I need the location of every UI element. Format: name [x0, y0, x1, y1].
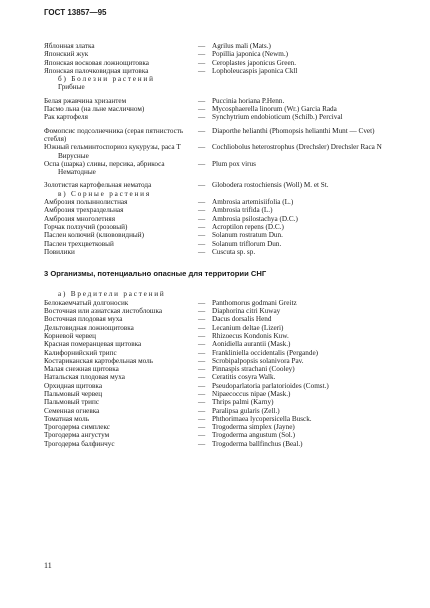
russian-name: Японский жук [44, 50, 89, 59]
russian-name: Томатная моль [44, 414, 90, 423]
latin-name: — Plum pox virus [212, 160, 410, 168]
latin-name: — Agrilus mali (Mats.) [212, 42, 410, 50]
latin-name: — Diaphorina citri Kuway [212, 307, 410, 315]
latin-name: — Globodera rostochiensis (Woll) M. et St. [212, 181, 410, 189]
latin-name: — Puccinia horiana P.Henn. [212, 97, 410, 105]
russian-name: Семенная огневка [44, 406, 100, 415]
list-item [44, 390, 404, 398]
latin-name: — Panthomorus godmani Greitz [212, 299, 410, 307]
list-item [44, 357, 404, 365]
russian-name: Дельтовидная ложнощитовка [44, 323, 134, 332]
russian-name: Костариканская картофельная моль [44, 356, 154, 365]
russian-name: Фомопсис подсолнечника (серая пятнистость стебля) [44, 126, 184, 143]
list-item [44, 340, 404, 348]
latin-name: — Pinnaspis strachani (Cooley) [212, 365, 410, 373]
russian-name: Белокаемчатый долгоносик [44, 298, 129, 307]
latin-name: — Rhizoecus Kondonis Kuw. [212, 332, 410, 340]
russian-name: Южный гельминтоспориоз кукурузы, раса Т [44, 143, 181, 152]
latin-name: — Trogoderma ballfinchus (Beal.) [212, 440, 410, 448]
russian-name: Японская восковая ложнощитовка [44, 58, 149, 67]
russian-name: Амброзия многолетняя [44, 214, 116, 223]
subcategory-heading: Грибные [58, 83, 85, 92]
russian-name: Малая снежная щитовка [44, 365, 119, 374]
russian-name: Натальская плодовая муха [44, 373, 125, 382]
russian-name: Трогодерма симплекс [44, 423, 110, 432]
latin-name: — Phthorimaea lycopersicella Busck. [212, 415, 410, 423]
latin-name: — Ambrosia artemisiifolia (L.) [212, 198, 410, 206]
list-item [44, 349, 404, 357]
latin-name: — Lecanium deltae (Lizeri) [212, 324, 410, 332]
list-item [44, 240, 404, 248]
russian-name: Корневой червец [44, 331, 97, 340]
latin-name: — Diaporthe helianthi (Phomopsis helianthi Munt — Cvet) [212, 127, 410, 135]
section-title: 3 Организмы, потенциально опасные для территории СНГ [44, 269, 267, 279]
subcategory-heading: Вирусные [58, 151, 89, 160]
latin-name: — Ambrosia trifida (L.) [212, 206, 410, 214]
subcategory-heading: Нематодные [58, 168, 96, 177]
latin-name: — Pseudoparlatoria parlatorioides (Comst.) [212, 382, 410, 390]
list-item [44, 440, 404, 448]
list-item [44, 398, 404, 406]
russian-name: Рак картофеля [44, 113, 88, 122]
latin-name: — Frankliniella occidentalis (Pergande) [212, 349, 410, 357]
russian-name: Японская палочковидная щитовка [44, 66, 149, 75]
list-item [44, 299, 404, 307]
latin-name: — Ambrosia psilostachya (D.C.) [212, 215, 410, 223]
list-item [44, 223, 404, 231]
latin-name: — Ceratitis cosyra Walk. [212, 373, 410, 381]
list-item [44, 181, 404, 189]
list-item [44, 231, 404, 239]
list-item [44, 206, 404, 214]
russian-name: Повилики [44, 247, 75, 256]
latin-name: — Paralipsa gularis (Zell.) [212, 407, 410, 415]
latin-name: — Aonidiella aurantii (Mask.) [212, 340, 410, 348]
list-item [44, 423, 404, 431]
latin-name: — Mycosphaerella linorum (Wr.) Garcia Rada [212, 105, 410, 113]
russian-name: Орхидная щитовка [44, 381, 103, 390]
latin-name: — Acroptilon repens (D.C.) [212, 223, 410, 231]
latin-name: — Synchytrium endobioticum (Schilb.) Percival [212, 113, 410, 121]
latin-name: — Scrobipalpopsis solanivora Pav. [212, 357, 410, 365]
category-heading: б) Болезни растений [58, 75, 155, 84]
list-item [44, 160, 404, 168]
list-item [44, 324, 404, 332]
russian-name: Восточная плодовая муха [44, 315, 123, 324]
latin-name: — Nipaecoccus nipae (Mask.) [212, 390, 410, 398]
list-item [44, 113, 404, 121]
russian-name: Паслен трехцветковый [44, 239, 114, 248]
latin-name: — Ceroplastes japonicus Green. [212, 59, 410, 67]
list-item [44, 415, 404, 423]
latin-name: — Popillia japonica (Newm.) [212, 50, 410, 58]
russian-name: Красная померанцевая щитовка [44, 340, 142, 349]
list-item [44, 431, 404, 439]
list-item [44, 332, 404, 340]
russian-name: Белая ржавчина хризантем [44, 96, 127, 105]
latin-name: — Solanum rostratum Dun. [212, 231, 410, 239]
latin-name: — Trogoderma angustum (Sol.) [212, 431, 410, 439]
list-item [44, 248, 404, 256]
list-item [44, 198, 404, 206]
russian-name: Пальмовый червец [44, 389, 103, 398]
latin-name: — Cuscuta sp. sp. [212, 248, 410, 256]
list-item [44, 59, 404, 67]
list-item [44, 67, 404, 75]
list-item [44, 215, 404, 223]
russian-name: Оспа (шарка) сливы, персика, абрикоса [44, 159, 165, 168]
list-item [44, 105, 404, 113]
list-item [44, 127, 404, 144]
russian-name: Золотистая картофельная нематода [44, 181, 152, 190]
list-item [44, 373, 404, 381]
latin-name: — Thrips palmi (Karny) [212, 398, 410, 406]
russian-name: Амброзия полыннолистная [44, 198, 128, 207]
latin-name: — Solanum triflorum Dun. [212, 240, 410, 248]
latin-name: — Lopholeucaspis japonica Ckll [212, 67, 410, 75]
latin-name: — Trogoderma simplex (Jayne) [212, 423, 410, 431]
list-item [44, 97, 404, 105]
russian-name: Калифорнийский трипс [44, 348, 117, 357]
list-item [44, 407, 404, 415]
list-item [44, 42, 404, 50]
category-heading: а) Вредители растений [58, 290, 166, 299]
list-item [44, 365, 404, 373]
russian-name: Трогодерма балфинчус [44, 439, 115, 448]
russian-name: Трогодерма ангустум [44, 431, 110, 440]
russian-name: Пальмовый трипс [44, 398, 100, 407]
russian-name: Яблонная златка [44, 42, 95, 50]
list-item [44, 50, 404, 58]
list-item [44, 143, 404, 151]
list-item [44, 307, 404, 315]
russian-name: Паслен колючий (клювовидный) [44, 231, 144, 240]
category-heading: в) Сорные растения [58, 189, 151, 198]
latin-name: — Dacus dorsalis Hend [212, 315, 410, 323]
russian-name: Горчак ползучий (розовый) [44, 222, 128, 231]
list-item [44, 315, 404, 323]
list-item [44, 382, 404, 390]
russian-name: Амброзия трехраздельная [44, 206, 124, 215]
species-list [44, 42, 404, 448]
latin-name: — Cochliobolus heterostrophus (Drechsler) Drechsler Raca N [212, 143, 410, 151]
document-header: ГОСТ 13857—95 [44, 8, 107, 17]
russian-name: Пасмо льна (на льне масличном) [44, 105, 145, 114]
russian-name: Восточная или азиатская листоблошка [44, 307, 163, 316]
page-number: 11 [44, 561, 52, 570]
